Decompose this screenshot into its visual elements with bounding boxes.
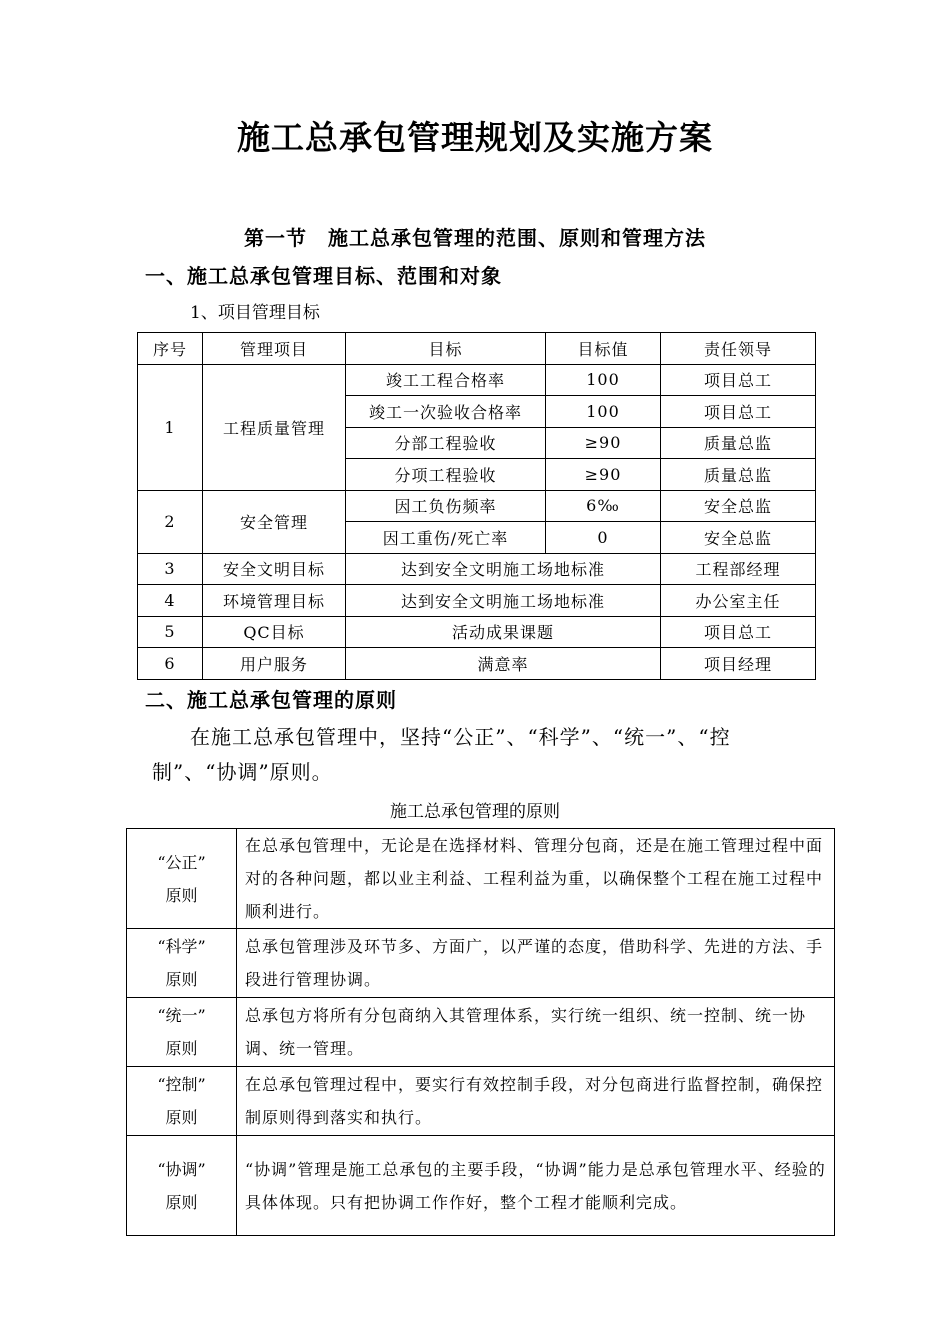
row-leader: 质量总监 [661,427,816,459]
row-leader: 项目总工 [661,396,816,428]
table-row [138,553,816,585]
row-target: 分项工程验收 [346,459,546,491]
table-row [127,1067,835,1136]
principle-name: “统一” [157,1006,206,1025]
heading-principles: 二、施工总承包管理的原则 [145,688,397,712]
row-target: 达到安全文明施工场地标准 [346,553,661,585]
principle-label [127,829,237,929]
section-title: 第一节 施工总承包管理的范围、原则和管理方法 [244,226,706,250]
row-item: 工程质量管理 [203,364,346,490]
header-value: 目标值 [546,333,661,365]
principle-suffix: 原则 [165,1108,198,1127]
row-no: 2 [138,490,203,553]
principle-label [127,1136,237,1236]
principle-description: 在总承包管理中，无论是在选择材料、管理分包商，还是在施工管理过程中面对的各种问题，都以业主利益、工程利益为重，以确保整个工程在施工过程中顺利进行。 [237,829,835,929]
principles-table-caption: 施工总承包管理的原则 [390,802,560,822]
principle-description: 总承包管理涉及环节多、方面广，以严谨的态度，借助科学、先进的方法、手段进行管理协调。 [237,929,835,998]
row-item: QC目标 [203,616,346,648]
principle-name: “公正” [157,852,206,872]
row-item: 用户服务 [203,648,346,680]
principle-suffix: 原则 [165,970,198,989]
row-leader: 项目总工 [661,364,816,396]
principle-label [127,998,237,1067]
table-row [138,364,816,396]
row-leader: 质量总监 [661,459,816,491]
row-value: ≥90 [546,459,661,491]
table-row [127,998,835,1067]
header-leader: 责任领导 [661,333,816,365]
table-row [127,929,835,998]
row-target: 竣工一次验收合格率 [346,396,546,428]
principles-table [126,828,835,1236]
principle-name: “控制” [157,1075,206,1094]
principle-label [127,929,237,998]
table-row [127,1136,835,1236]
principle-description: 总承包方将所有分包商纳入其管理体系，实行统一组织、统一控制、统一协调、统一管理。 [237,998,835,1067]
row-target: 分部工程验收 [346,427,546,459]
principle-description: “协调”管理是施工总承包的主要手段，“协调”能力是总承包管理水平、经验的具体体现。只有把协调工作作好，整个工程才能顺利完成。 [237,1136,835,1236]
row-leader: 安全总监 [661,490,816,522]
header-target: 目标 [346,333,546,365]
row-target: 活动成果课题 [346,616,661,648]
row-value: 6‰ [546,490,661,522]
principle-description: 在总承包管理过程中，要实行有效控制手段，对分包商进行监督控制，确保控制原则得到落实和执行。 [237,1067,835,1136]
principle-label [127,1067,237,1136]
row-leader: 项目总工 [661,616,816,648]
row-target: 满意率 [346,648,661,680]
subheading-project-targets: 1、项目管理目标 [190,303,320,323]
document-title: 施工总承包管理规划及实施方案 [237,118,713,157]
row-no: 3 [138,553,203,585]
principle-suffix: 原则 [165,885,198,905]
row-no: 1 [138,364,203,490]
principle-suffix: 原则 [165,1039,198,1058]
row-value: 100 [546,396,661,428]
principles-paragraph: 在施工总承包管理中，坚持“公正”、“科学”、“统一”、“控制”、“协调”原则。 [152,725,731,784]
table-row [138,616,816,648]
row-no: 6 [138,648,203,680]
row-leader: 工程部经理 [661,553,816,585]
row-target: 达到安全文明施工场地标准 [346,585,661,617]
row-item: 环境管理目标 [203,585,346,617]
row-target: 竣工工程合格率 [346,364,546,396]
row-leader: 办公室主任 [661,585,816,617]
row-item: 安全文明目标 [203,553,346,585]
principle-suffix: 原则 [165,1192,198,1212]
header-item: 管理项目 [203,333,346,365]
row-value: ≥90 [546,427,661,459]
row-leader: 安全总监 [661,522,816,554]
row-item: 安全管理 [203,490,346,553]
row-value: 100 [546,364,661,396]
row-target: 因工负伤频率 [346,490,546,522]
row-target: 因工重伤/死亡率 [346,522,546,554]
table-header-row [138,333,816,365]
principle-name: “科学” [157,937,206,956]
table-row [138,585,816,617]
row-no: 5 [138,616,203,648]
targets-table [137,332,816,680]
row-no: 4 [138,585,203,617]
table-row [127,829,835,929]
table-row [138,490,816,522]
row-value: 0 [546,522,661,554]
header-no: 序号 [138,333,203,365]
table-row [138,648,816,680]
principle-name: “协调” [157,1159,206,1179]
row-leader: 项目经理 [661,648,816,680]
heading-targets: 一、施工总承包管理目标、范围和对象 [145,264,502,288]
